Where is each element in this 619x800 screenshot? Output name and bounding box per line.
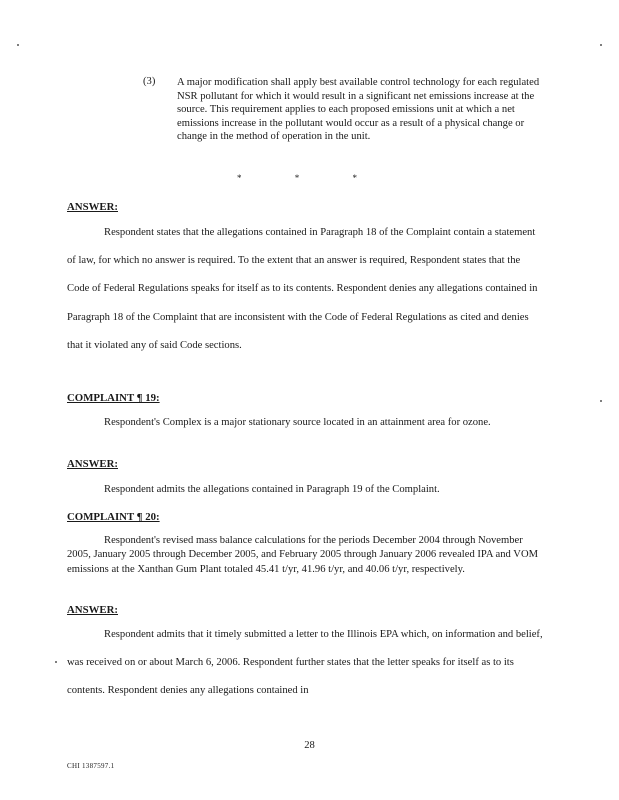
complaint-20-heading: COMPLAINT ¶ 20: xyxy=(67,511,160,523)
answer-heading: ANSWER: xyxy=(67,604,118,616)
quote-item-number: (3) xyxy=(143,76,156,87)
answer-heading: ANSWER: xyxy=(67,201,118,213)
scan-speck xyxy=(17,44,19,46)
complaint-20-text: Respondent's revised mass balance calculations for the periods December 2004 through November 2005, January 2005 through December 2005, and February 2005 through January 2006 revealed IPA and VOM emissions at the Xanthan Gum Plant totaled 45.41 t/yr, 41.96 t/yr, and 40.06 t/yr, respectively. xyxy=(67,535,539,575)
page-number: 28 xyxy=(304,740,315,751)
quoted-regulation-text: A major modification shall apply best available control technology for each regulated NSR pollutant for which it would result in a significant net emissions increase at the source. This requirement applies to each proposed emissions unit at which a net emissions increase in the pollutant would occur as a result of a physical change or change in the method of operation in the unit. xyxy=(177,77,540,143)
ellipsis-stars xyxy=(237,173,357,183)
answer-paragraph-18: Respondent states that the allegations contained in Paragraph 18 of the Complaint contain a statement of law, for which no answer is required. To the extent that an answer is required, Respondent states that the Code of Federal Regulations speaks for itself as to its contents. Respondent denies any allegations contained in Paragraph 18 of the Complaint that are inconsistent with the Code of Federal Regulations as cited and denies that it violated any of said Code sections. xyxy=(67,227,538,351)
scan-speck xyxy=(600,44,602,46)
answer-paragraph-19: Respondent admits the allegations contained in Paragraph 19 of the Complaint. xyxy=(104,484,440,495)
complaint-19-text: Respondent's Complex is a major stationary source located in an attainment area for ozone. xyxy=(104,417,491,428)
star-mark: * xyxy=(294,173,300,183)
scan-speck xyxy=(55,661,57,663)
star-mark: * xyxy=(352,173,357,183)
star-mark: * xyxy=(237,173,242,183)
answer-paragraph-20: Respondent admits that it timely submitted a letter to the Illinois EPA which, on information and belief, was received on or about March 6, 2006. Respondent further states that the letter speaks for itself as to its contents. Respondent denies any allegations contained in xyxy=(67,629,543,697)
document-id: CHI 1387597.1 xyxy=(67,762,115,770)
answer-heading: ANSWER: xyxy=(67,458,118,470)
complaint-19-heading: COMPLAINT ¶ 19: xyxy=(67,392,160,404)
scan-speck xyxy=(600,400,602,402)
